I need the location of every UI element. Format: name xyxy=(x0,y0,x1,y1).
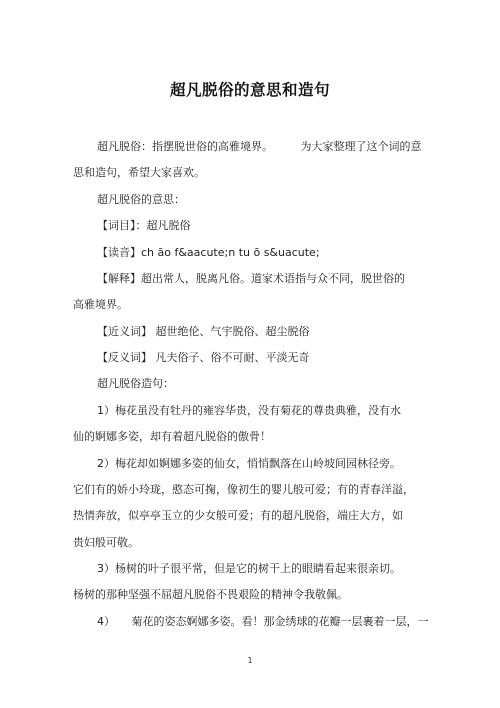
entry-antonyms: 【反义词】 凡夫俗子、俗不可耐、平淡无奇 xyxy=(97,351,310,364)
section-heading: 超凡脱俗造句： xyxy=(97,377,174,390)
entry-synonyms: 【近义词】 超世绝伦、气宇脱俗、超尘脱俗 xyxy=(97,325,310,338)
example-sentence: 1）梅花虽没有牡丹的雍容华贵，没有菊花的尊贵典雅，没有水 xyxy=(97,404,401,417)
paragraph-line: 超凡脱俗：指摆脱世俗的高雅境界。 为大家整理了这个词的意 xyxy=(97,140,422,153)
page-title: 超凡脱俗的意思和造句 xyxy=(169,81,330,99)
section-heading: 超凡脱俗的意思： xyxy=(97,193,185,206)
paragraph-line: 仙的婀娜多姿，却有着超凡脱俗的傲骨！ xyxy=(73,430,271,443)
paragraph-line: 杨树的那种坚强不屈超凡脱俗不畏艰险的精神令我敬佩。 xyxy=(73,588,348,601)
entry-definition: 【解释】超出常人，脱离凡俗。道家术语指与众不同，脱世俗的 xyxy=(97,272,405,285)
entry-word: 【词目】：超凡脱俗 xyxy=(97,219,191,232)
paragraph-line: 贵妇般可敬。 xyxy=(73,536,139,549)
example-sentence: 3）杨树的叶子很平常，但是它的树干上的眼睛看起来很亲切。 xyxy=(97,562,401,575)
paragraph-line: 高雅境界。 xyxy=(73,298,128,311)
paragraph-line: 热情奔放，似亭亭玉立的少女般可爱；有的超凡脱俗，端庄大方，如 xyxy=(73,509,403,522)
page-number: 1 xyxy=(247,656,253,665)
example-sentence: 2）梅花却如婀娜多姿的仙女，悄悄飘落在山岭坡间园林径旁。 xyxy=(97,457,401,470)
paragraph-line: 它们有的娇小玲珑，憨态可掬，像初生的婴儿般可爱；有的青春洋溢， xyxy=(73,483,414,496)
example-sentence: 4） 菊花的姿态婀娜多姿。看！那金绣球的花瓣一层裹着一层，一 xyxy=(97,615,429,628)
entry-pronunciation: 【读音】ch āo f&aacute;n tu ō s&uacute; xyxy=(97,246,320,259)
paragraph-line: 思和造句，希望大家喜欢。 xyxy=(73,166,205,179)
